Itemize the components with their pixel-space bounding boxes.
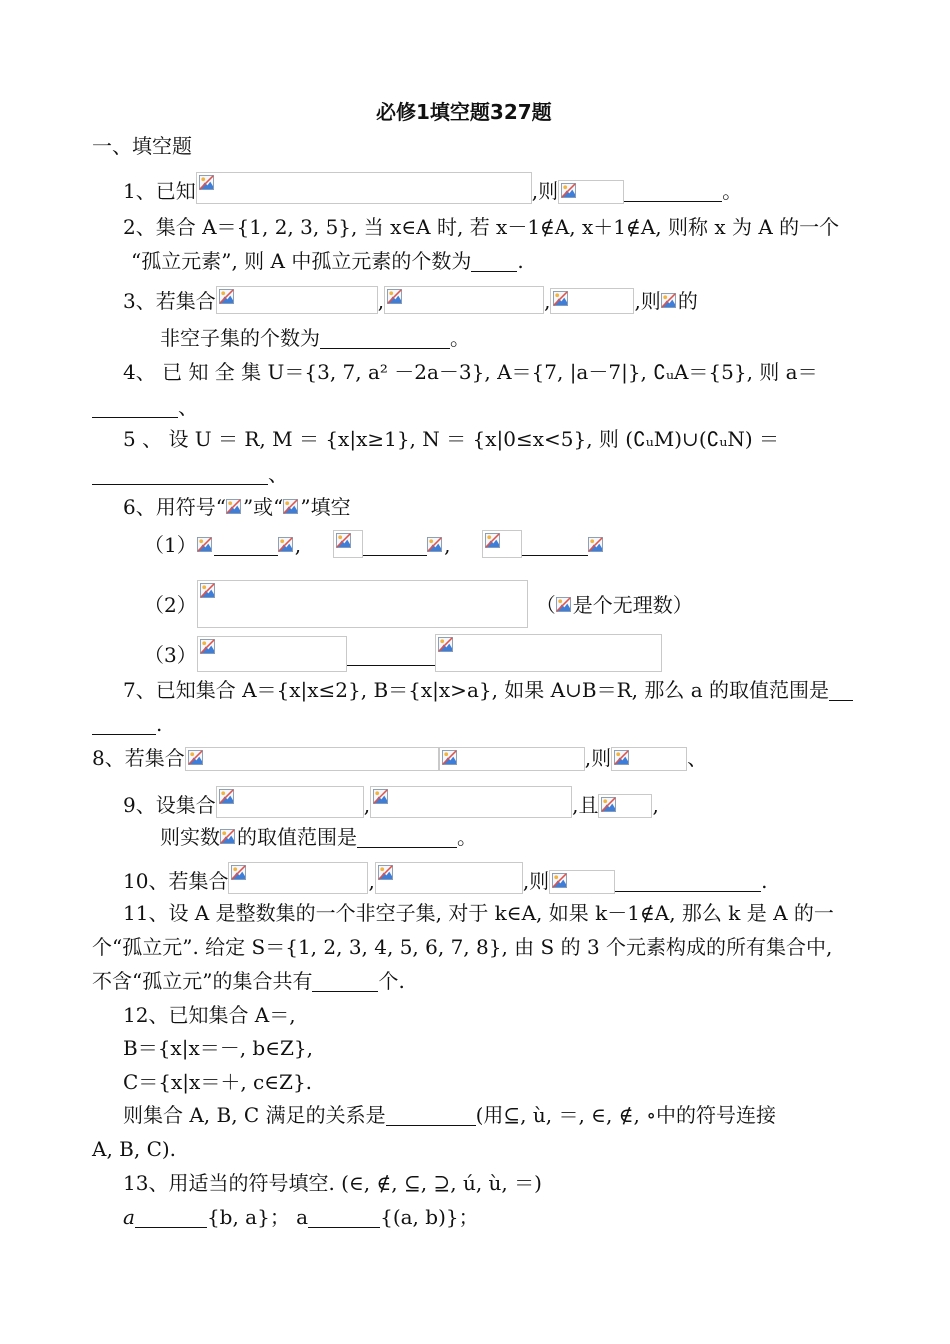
question-1: 1、已知 ,则 。: [123, 172, 742, 204]
broken-image-icon: [278, 537, 295, 554]
broken-image-icon: [438, 637, 453, 652]
question-10: 10、若集合 , ,则 .: [123, 862, 768, 894]
answer-blank[interactable]: [92, 714, 156, 735]
question-12-line-1: 12、已知集合 A＝,: [123, 1003, 296, 1027]
answer-blank[interactable]: [357, 827, 457, 848]
formula-image: [611, 747, 687, 771]
question-12-line-4: 则集合 A, B, C 满足的关系是 (用⊆, ù, ＝, ∈, ∉, ∘中的符号连接: [123, 1103, 777, 1127]
broken-image-icon: [199, 175, 214, 190]
broken-image-icon: [219, 789, 234, 804]
broken-image-icon: [197, 537, 214, 554]
broken-image-icon: [378, 865, 393, 880]
question-4-line-1: 4、 已 知 全 集 U＝{3, 7, a² －2a－3}, A＝{7, |a－7|}, ∁ᵤA＝{5}, 则 a＝: [123, 360, 818, 384]
question-12-line-2: B＝{x|x＝－, b∈Z},: [123, 1036, 314, 1060]
broken-image-icon: [556, 597, 573, 614]
answer-blank[interactable]: [308, 1207, 380, 1228]
formula-image: [370, 786, 572, 818]
question-13-line-1: 13、用适当的符号填空. (∈, ∉, ⊆, ⊇, ú, ù, ＝): [123, 1171, 542, 1195]
formula-image: [558, 180, 624, 204]
broken-image-icon: [614, 750, 629, 765]
question-5-line-1: 5 、 设 U ＝ R, M ＝ {x|x≥1}, N ＝ {x|0≤x<5}, 则 (∁ᵤM)∪(∁ᵤN) ＝: [123, 427, 779, 451]
question-2-line-2: “孤立元素”, 则 A 中孤立元素的个数为 .: [131, 249, 524, 273]
broken-image-icon: [561, 183, 576, 198]
question-2-line-1: 2、集合 A＝{1, 2, 3, 5}, 当 x∈A 时, 若 x－1∉A, x＋1∉A, 则称 x 为 A 的一个: [123, 215, 840, 239]
broken-image-icon: [200, 583, 215, 598]
formula-image: [196, 172, 532, 204]
question-6-part-1: （1） , ,: [144, 530, 605, 558]
answer-blank[interactable]: [347, 645, 435, 666]
question-3-line-2: 非空子集的个数为 。: [160, 326, 470, 350]
question-8: 8、若集合 ,则 、: [92, 746, 708, 770]
answer-blank[interactable]: [214, 535, 278, 556]
answer-blank[interactable]: [320, 328, 450, 349]
broken-image-icon: [220, 829, 237, 846]
question-6-heading: 6、用符号“ ”或“ ”填空: [123, 495, 351, 519]
question-11-line-3: 不含“孤立元”的集合共有 个.: [92, 969, 405, 993]
question-7-line-2: .: [92, 711, 162, 737]
formula-image: [228, 862, 368, 894]
answer-blank[interactable]: [522, 535, 588, 556]
broken-image-icon: [442, 750, 457, 765]
broken-image-icon: [552, 873, 567, 888]
broken-image-icon: [553, 291, 568, 306]
broken-image-icon: [427, 537, 444, 554]
answer-blank[interactable]: [829, 680, 853, 701]
broken-image-icon: [226, 499, 243, 516]
broken-image-icon: [219, 289, 234, 304]
page-title: 必修1填空题327题: [376, 100, 552, 124]
question-9: 9、设集合 , ,且 ,: [123, 786, 659, 818]
question-9-line-2: 则实数 的取值范围是 。: [160, 825, 477, 849]
section-heading: 一、填空题: [92, 134, 192, 158]
broken-image-icon: [283, 499, 300, 516]
broken-image-icon: [588, 537, 605, 554]
question-4-line-2: 、: [92, 394, 198, 420]
broken-image-icon: [336, 533, 351, 548]
broken-image-icon: [387, 289, 402, 304]
question-6-part-2: （2） （ 是个无理数）: [144, 580, 693, 628]
question-11-line-1: 11、设 A 是整数集的一个非空子集, 对于 k∈A, 如果 k－1∉A, 那么 k 是 A 的一: [123, 901, 834, 925]
formula-image: [435, 634, 662, 672]
formula-image: [197, 636, 347, 672]
formula-image: [482, 530, 522, 558]
broken-image-icon: [200, 639, 215, 654]
formula-image: [598, 794, 652, 818]
question-12-line-3: C＝{x|x＝＋, c∈Z}.: [123, 1070, 313, 1094]
formula-image: [439, 747, 585, 771]
answer-blank[interactable]: [312, 971, 378, 992]
formula-image: [550, 288, 634, 314]
question-6-part-3: （3）: [144, 634, 662, 672]
broken-image-icon: [601, 797, 616, 812]
question-5-line-2: 、: [92, 461, 288, 487]
answer-blank[interactable]: [92, 397, 178, 418]
question-12-line-5: A, B, C).: [92, 1137, 177, 1161]
answer-blank[interactable]: [386, 1105, 476, 1126]
formula-image: [333, 530, 363, 558]
broken-image-icon: [373, 789, 388, 804]
broken-image-icon: [231, 865, 246, 880]
answer-blank[interactable]: [363, 535, 427, 556]
answer-blank[interactable]: [135, 1207, 207, 1228]
answer-blank[interactable]: [624, 181, 722, 202]
question-3: 3、若集合 , , ,则 的: [123, 286, 698, 314]
question-13-line-2: a {b, a}； a {(a, b)}；: [123, 1205, 479, 1229]
formula-image: [216, 786, 364, 818]
broken-image-icon: [661, 293, 678, 310]
question-7-line-1: 7、已知集合 A＝{x|x≤2}, B＝{x|x>a}, 如果 A∪B＝R, 那么 a 的取值范围是: [123, 677, 853, 703]
formula-image: [197, 580, 528, 628]
answer-blank[interactable]: [615, 871, 761, 892]
broken-image-icon: [485, 533, 500, 548]
formula-image: [384, 286, 544, 314]
formula-image: [549, 870, 615, 894]
broken-image-icon: [188, 750, 203, 765]
question-11-line-2: 个“孤立元”. 给定 S＝{1, 2, 3, 4, 5, 6, 7, 8}, 由 S 的 3 个元素构成的所有集合中,: [92, 935, 833, 959]
formula-image: [185, 747, 439, 771]
formula-image: [375, 862, 523, 894]
answer-blank[interactable]: [92, 464, 268, 485]
answer-blank[interactable]: [471, 251, 517, 272]
formula-image: [216, 286, 378, 314]
